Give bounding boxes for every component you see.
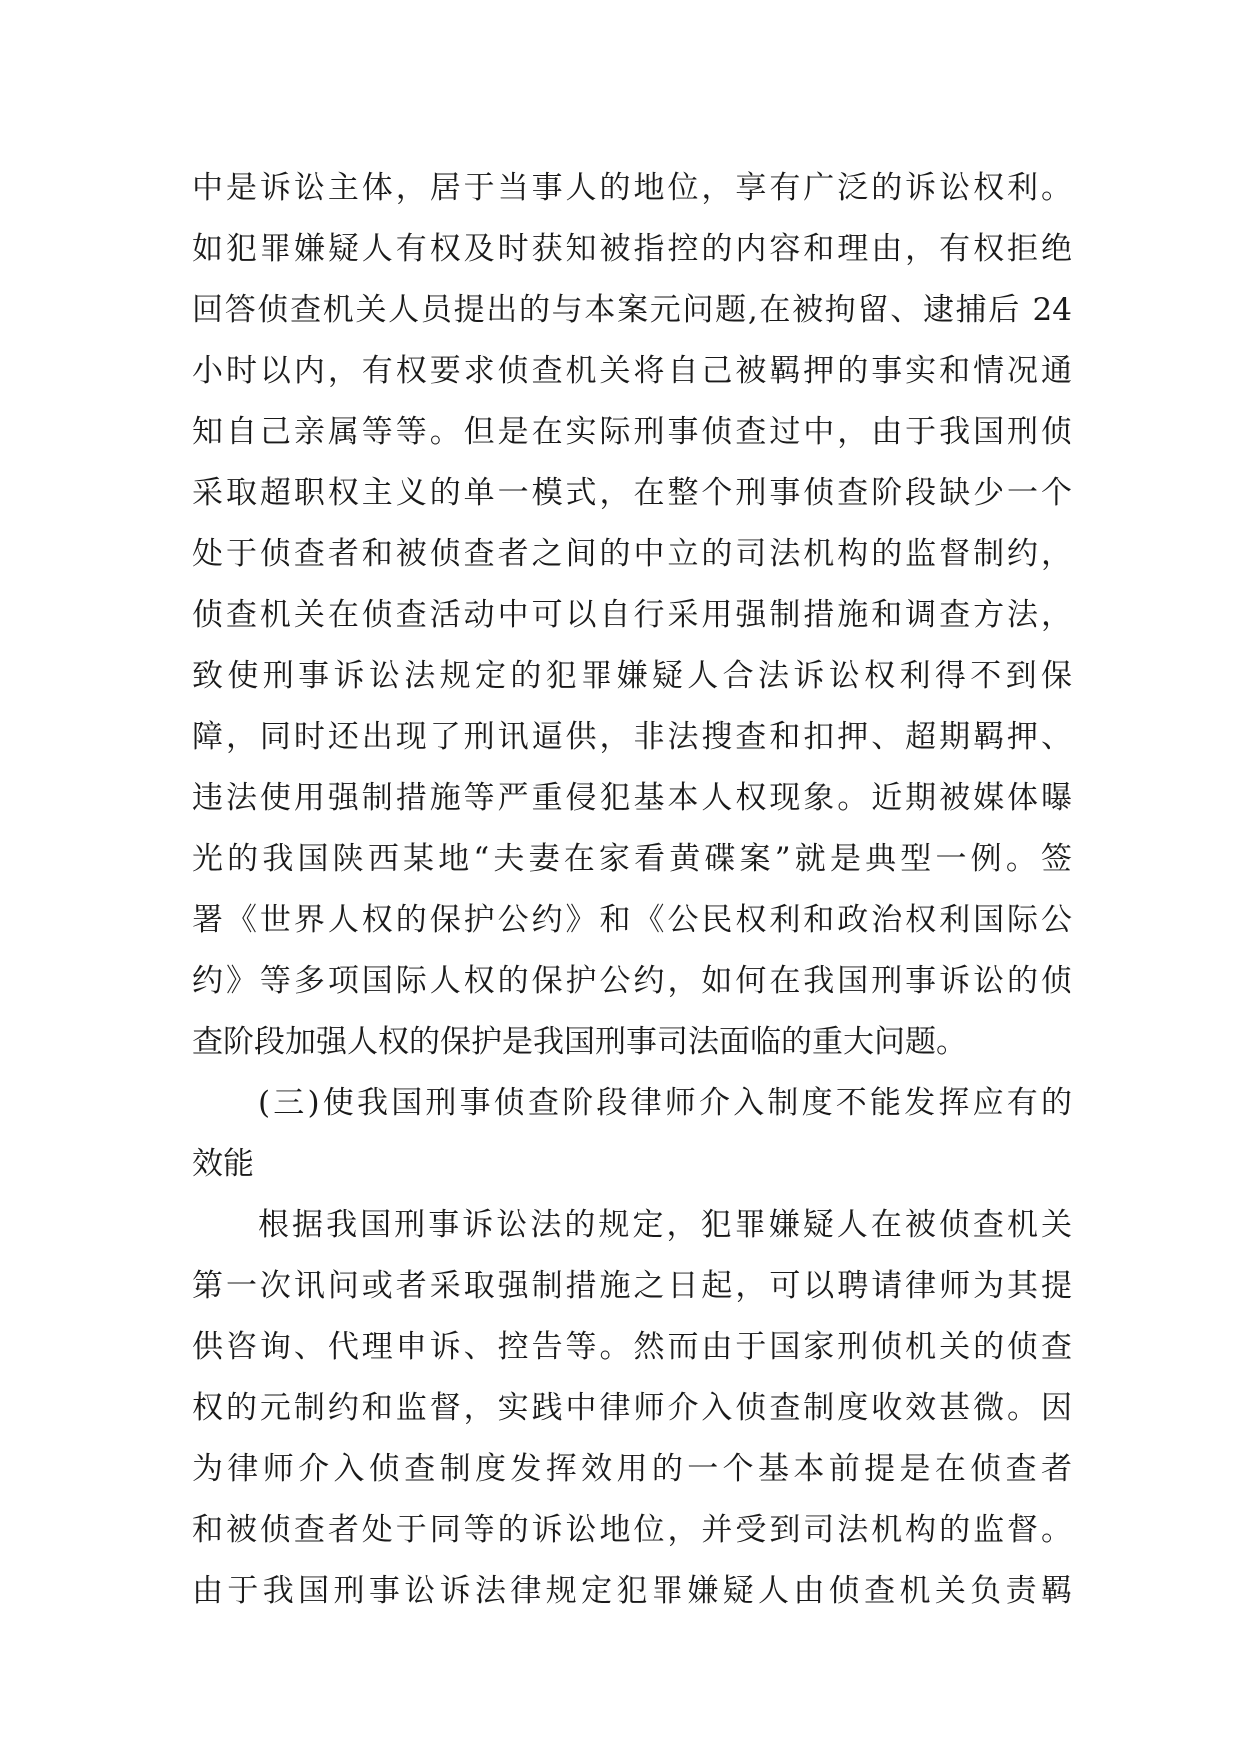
body-text	[192, 158, 1072, 1622]
text-line: 侦查机关在侦查活动中可以自行采用强制措施和调查方法，	[192, 597, 1072, 633]
section-heading-3	[192, 1073, 1072, 1195]
paragraph-lawyer	[192, 1195, 1072, 1622]
text-line: 权的元制约和监督，实践中律师介入侦查制度收效甚微。因	[192, 1390, 1072, 1426]
text-line: 中是诉讼主体，居于当事人的地位，享有广泛的诉讼权利。	[192, 170, 1072, 206]
text-line: 第一次讯问或者采取强制措施之日起，可以聘请律师为其提	[192, 1268, 1072, 1304]
text-line: 如犯罪嫌疑人有权及时获知被指控的内容和理由，有权拒绝	[192, 231, 1072, 267]
text-line: 致使刑事诉讼法规定的犯罪嫌疑人合法诉讼权利得不到保	[192, 658, 1072, 694]
text-line: 回答侦查机关人员提出的与本案元问题,在被拘留、逮捕后 24	[192, 292, 1072, 328]
text-line: 约》等多项国际人权的保护公约，如何在我国刑事诉讼的侦	[192, 963, 1072, 999]
text-line: 采取超职权主义的单一模式，在整个刑事侦查阶段缺少一个	[192, 475, 1072, 511]
text-line: 署《世界人权的保护公约》和《公民权利和政治权利国际公	[192, 902, 1072, 938]
text-line: 根据我国刑事诉讼法的规定，犯罪嫌疑人在被侦查机关	[258, 1207, 1072, 1243]
text-line: 知自己亲属等等。但是在实际刑事侦查过中，由于我国刑侦	[192, 414, 1072, 450]
text-line: 为律师介入侦查制度发挥效用的一个基本前提是在侦查者	[192, 1451, 1072, 1487]
text-line: 由于我国刑事讼诉法律规定犯罪嫌疑人由侦查机关负责羁	[192, 1573, 1072, 1609]
heading-line: 效能	[192, 1146, 254, 1182]
heading-line: (三)使我国刑事侦查阶段律师介入制度不能发挥应有的	[258, 1085, 1072, 1121]
text-line: 供咨询、代理申诉、控告等。然而由于国家刑侦机关的侦查	[192, 1329, 1072, 1365]
text-line: 小时以内，有权要求侦查机关将自己被羁押的事实和情况通	[192, 353, 1072, 389]
text-line: 违法使用强制措施等严重侵犯基本人权现象。近期被媒体曝	[192, 780, 1072, 816]
text-line: 障，同时还出现了刑讯逼供，非法搜查和扣押、超期羁押、	[192, 719, 1072, 755]
text-line: 光的我国陕西某地“夫妻在家看黄碟案”就是典型一例。签	[192, 841, 1072, 877]
text-line: 处于侦查者和被侦查者之间的中立的司法机构的监督制约，	[192, 536, 1072, 572]
text-line: 查阶段加强人权的保护是我国刑事司法面临的重大问题。	[192, 1024, 967, 1060]
text-line: 和被侦查者处于同等的诉讼地位，并受到司法机构的监督。	[192, 1512, 1072, 1548]
paragraph-rights	[192, 158, 1072, 1073]
